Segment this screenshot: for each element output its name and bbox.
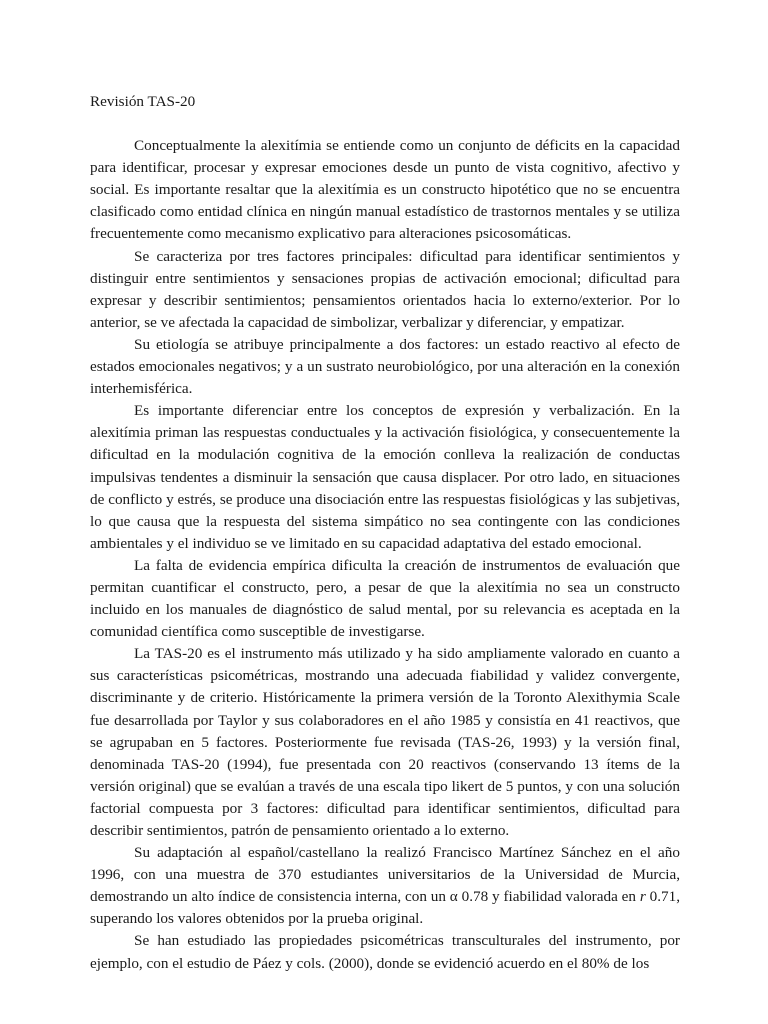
paragraph-etiology: Su etiología se atribuye principalmente a dos factores: un estado reactivo al efecto de estados emocionales negativos; y a un sustrato neurobiológico, por una alteración en la conexión interhemisférica. [90, 335, 680, 398]
paragraph-factors: Se caracteriza por tres factores principales: dificultad para identificar sentimientos y distinguir entre sentimientos y sensaciones propias de activación emocional; dificultad para expresar y describir sentimientos; pensamientos orientados hacia lo externo/exterior. Por lo anterior, se ve afectada la capacidad de simbolizar, verbalizar y diferenciar, y empatizar. [90, 247, 680, 331]
paragraph-definition: Conceptualmente la alexitímia se entiende como un conjunto de déficits en la capacidad para identificar, procesar y expresar emociones desde un punto de vista cognitivo, afectivo y social. Es importante resaltar que la alexitímia es un constructo hipotético que no se encuentra clasificado como entidad clínica en ningún manual estadístico de trastornos mentales y se utiliza frecuentemente como mecanismo explicativo para alteraciones psicosomáticas. [90, 137, 680, 243]
reliability-symbol: r [639, 888, 646, 906]
paragraph-expression-verbalization: Es importante diferenciar entre los conceptos de expresión y verbalización. En la alexitímia priman las respuestas conductuales y la activación fisiológica, y consecuentemente la dificultad en la modulación cognitiva de la emoción conlleva la realización de conductas impulsivas tendentes a disminuir la sensación que causa displacer. Por otro lado, en situaciones de conflicto y estrés, se produce una disociación entre las respuestas fisiológicas y las subjetivas, lo que causa que la respuesta del sistema simpático no sea contingente con las condiciones ambientales y el individuo se ve limitado en su capacidad adaptativa del estado emocional. [90, 402, 680, 552]
paragraph-cross-cultural: Se han estudiado las propiedades psicométricas transculturales del instrumento, por ejemplo, con el estudio de Páez y cols. (2000), donde se evidenció acuerdo en el 80% de los [90, 932, 680, 972]
paragraph-empirical-evidence: La falta de evidencia empírica dificulta la creación de instrumentos de evaluación que permitan cuantificar el constructo, pero, a pesar de que la alexitímia no sea un constructo incluido en los manuales de diagnóstico de salud mental, por su relevancia es aceptada en la comunidad científica como susceptible de investigarse. [90, 556, 680, 641]
paragraph-tas20-history: La TAS-20 es el instrumento más utilizado y ha sido ampliamente valorado en cuanto a sus características psicométricas, mostrando una adecuada fiabilidad y validez convergente, discriminante y de criterio. Históricamente la primera versión de la Toronto Alexithymia Scale fue desarrollada por Taylor y sus colaboradores en el año 1985 y consistía en 41 reactivos, que se agrupaban en 5 factores. Posteriormente fue revisada (TAS-26, 1993) y la versión final, denominada TAS-20 (1994), fue presentada con 20 reactivos (conservando 13 ítems de la versión original) que se evalúan a través de una escala tipo likert de 5 puntos, y con una solución factorial compuesta por 3 factores: dificultad para identificar sentimientos, dificultad para describir sentimientos, patrón de pensamiento orientado a lo externo. [90, 645, 680, 839]
document-body [90, 91, 680, 975]
adaptation-text-end: 0.71, superando los valores obtenidos por la prueba original. [90, 888, 681, 928]
paragraph-spanish-adaptation [90, 842, 680, 930]
document-title: Revisión TAS-20 [90, 93, 196, 110]
adaptation-text-start: Su adaptación al español/castellano la realizó Francisco Martínez Sánchez en el año 1996, con una muestra de 370 estudiantes universitarios de la Universidad de Murcia, demostrando un alto índice de consistencia interna, con un α 0.78 y fiabilidad valorada en [90, 844, 680, 906]
